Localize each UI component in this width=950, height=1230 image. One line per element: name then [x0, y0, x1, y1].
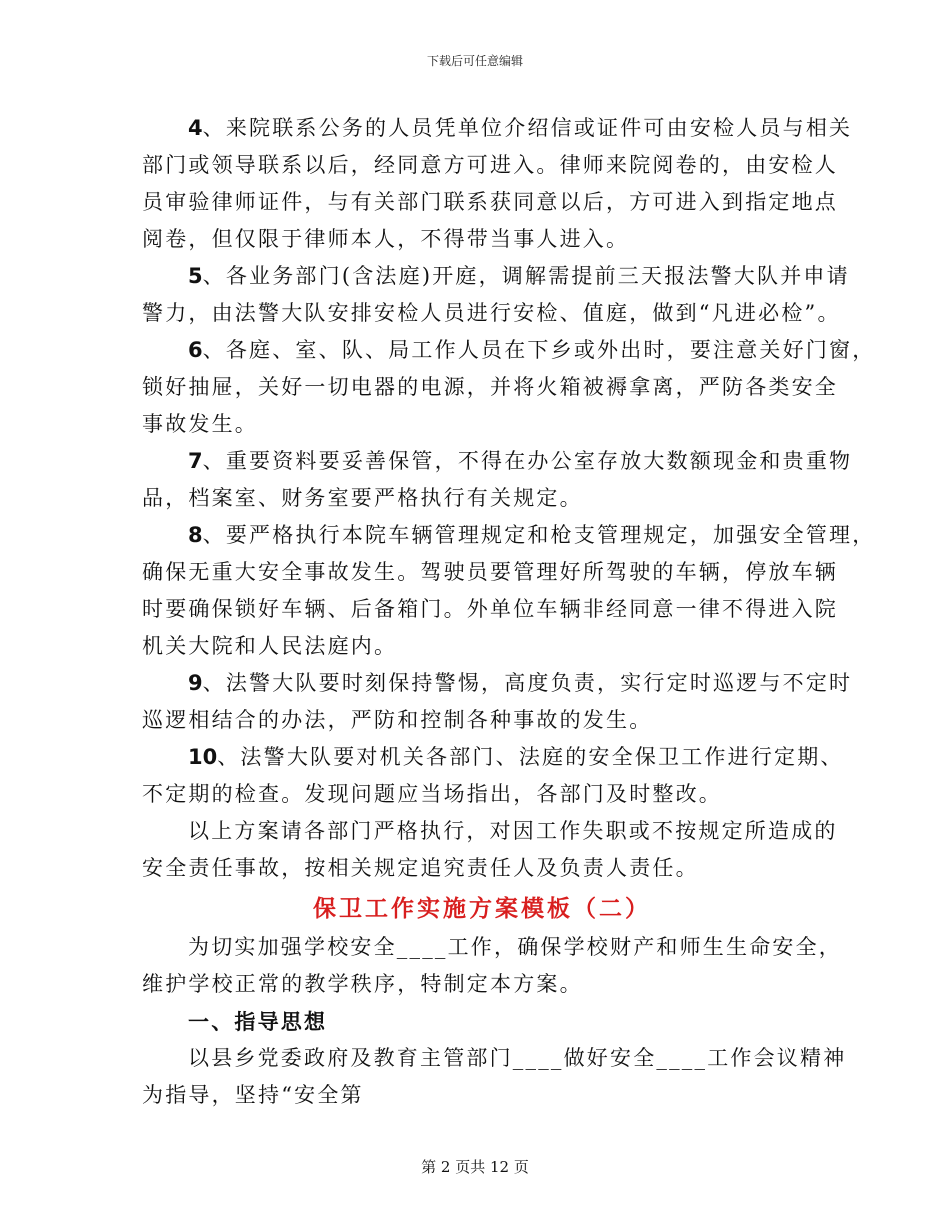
item-text: 机关大院和人民法庭内。	[142, 634, 398, 658]
closing-text: 以上方案请各部门严格执行，对因工作失职或不按规定所造成的	[188, 819, 838, 843]
list-item	[142, 258, 850, 332]
item-text: 锁好抽屉，关好一切电器的电源，并将火箱被褥拿离，严防各类安全	[142, 375, 838, 399]
item-number: 4	[188, 116, 203, 140]
list-item	[142, 517, 876, 665]
closing-paragraph	[142, 813, 838, 887]
item-number: 5	[188, 264, 203, 288]
header-note: 下载后可任意编辑	[426, 54, 523, 68]
item-text: 员审验律师证件，与有关部门联系获同意以后，方可进入到指定地点	[142, 190, 838, 214]
item-text: 、法警大队要对机关各部门、法庭的安全保卫工作进行定期、	[217, 745, 844, 769]
list-item	[142, 332, 876, 443]
item-text: 不定期的检查。发现问题应当场指出，各部门及时整改。	[142, 782, 722, 806]
item-text: 、要严格执行本院车辆管理规定和枪支管理规定，加强安全管理，	[202, 523, 876, 547]
item-number: 6	[188, 338, 203, 362]
item-number: 7	[188, 449, 203, 473]
page-number: 第 2 页共 12 页	[421, 1158, 529, 1176]
item-text: 、法警大队要时刻保持警惕，高度负责，实行定时巡逻与不定时	[202, 671, 853, 695]
list-item	[142, 443, 853, 517]
section-title: 保卫工作实施方案模板（二）	[313, 895, 651, 922]
item-text: 、各业务部门(含法庭)开庭，调解需提前三天报法警大队并申请	[202, 264, 850, 288]
item-text: 事故发生。	[142, 412, 258, 436]
guidance-text: 以县乡党委政府及教育主管部门____做好安全____工作会议精神	[188, 1046, 847, 1070]
intro-text: 维护学校正常的教学秩序，特制定本方案。	[142, 972, 583, 996]
list-item	[142, 110, 853, 258]
intro-text: 为切实加强学校安全____工作，确保学校财产和师生生命安全，	[188, 935, 842, 959]
item-text: 品，档案室、财务室要严格执行有关规定。	[142, 486, 583, 510]
item-text: 、重要资料要妥善保管，不得在办公室存放大数额现金和贵重物	[202, 449, 853, 473]
guidance-paragraph	[142, 1040, 847, 1114]
closing-text: 安全责任事故，按相关规定追究责任人及负责人责任。	[142, 856, 699, 880]
item-text: 阅卷，但仅限于律师本人，不得带当事人进入。	[142, 227, 630, 251]
item-number: 9	[188, 671, 203, 695]
item-text: 、各庭、室、队、局工作人员在下乡或外出时，要注意关好门窗，	[202, 338, 876, 362]
item-text: 部门或领导联系以后，经同意方可进入。律师来院阅卷的，由安检人	[142, 153, 838, 177]
item-number: 10	[188, 745, 218, 769]
item-text: 、来院联系公务的人员凭单位介绍信或证件可由安检人员与相关	[202, 116, 853, 140]
item-text: 确保无重大安全事故发生。驾驶员要管理好所驾驶的车辆，停放车辆	[142, 560, 838, 584]
item-text: 警力，由法警大队安排安检人员进行安检、值庭，做到“凡进必检”。	[142, 301, 841, 325]
item-text: 巡逻相结合的办法，严防和控制各种事故的发生。	[142, 708, 653, 732]
subheading: 一、指导思想	[188, 1009, 328, 1034]
list-item	[142, 739, 844, 813]
item-text: 时要确保锁好车辆、后备箱门。外单位车辆非经同意一律不得进入院	[142, 597, 838, 621]
guidance-text: 为指导，坚持“安全第	[142, 1083, 364, 1107]
document-body	[142, 110, 876, 1114]
list-item	[142, 665, 853, 739]
intro-paragraph	[142, 929, 842, 1003]
item-number: 8	[188, 523, 203, 547]
